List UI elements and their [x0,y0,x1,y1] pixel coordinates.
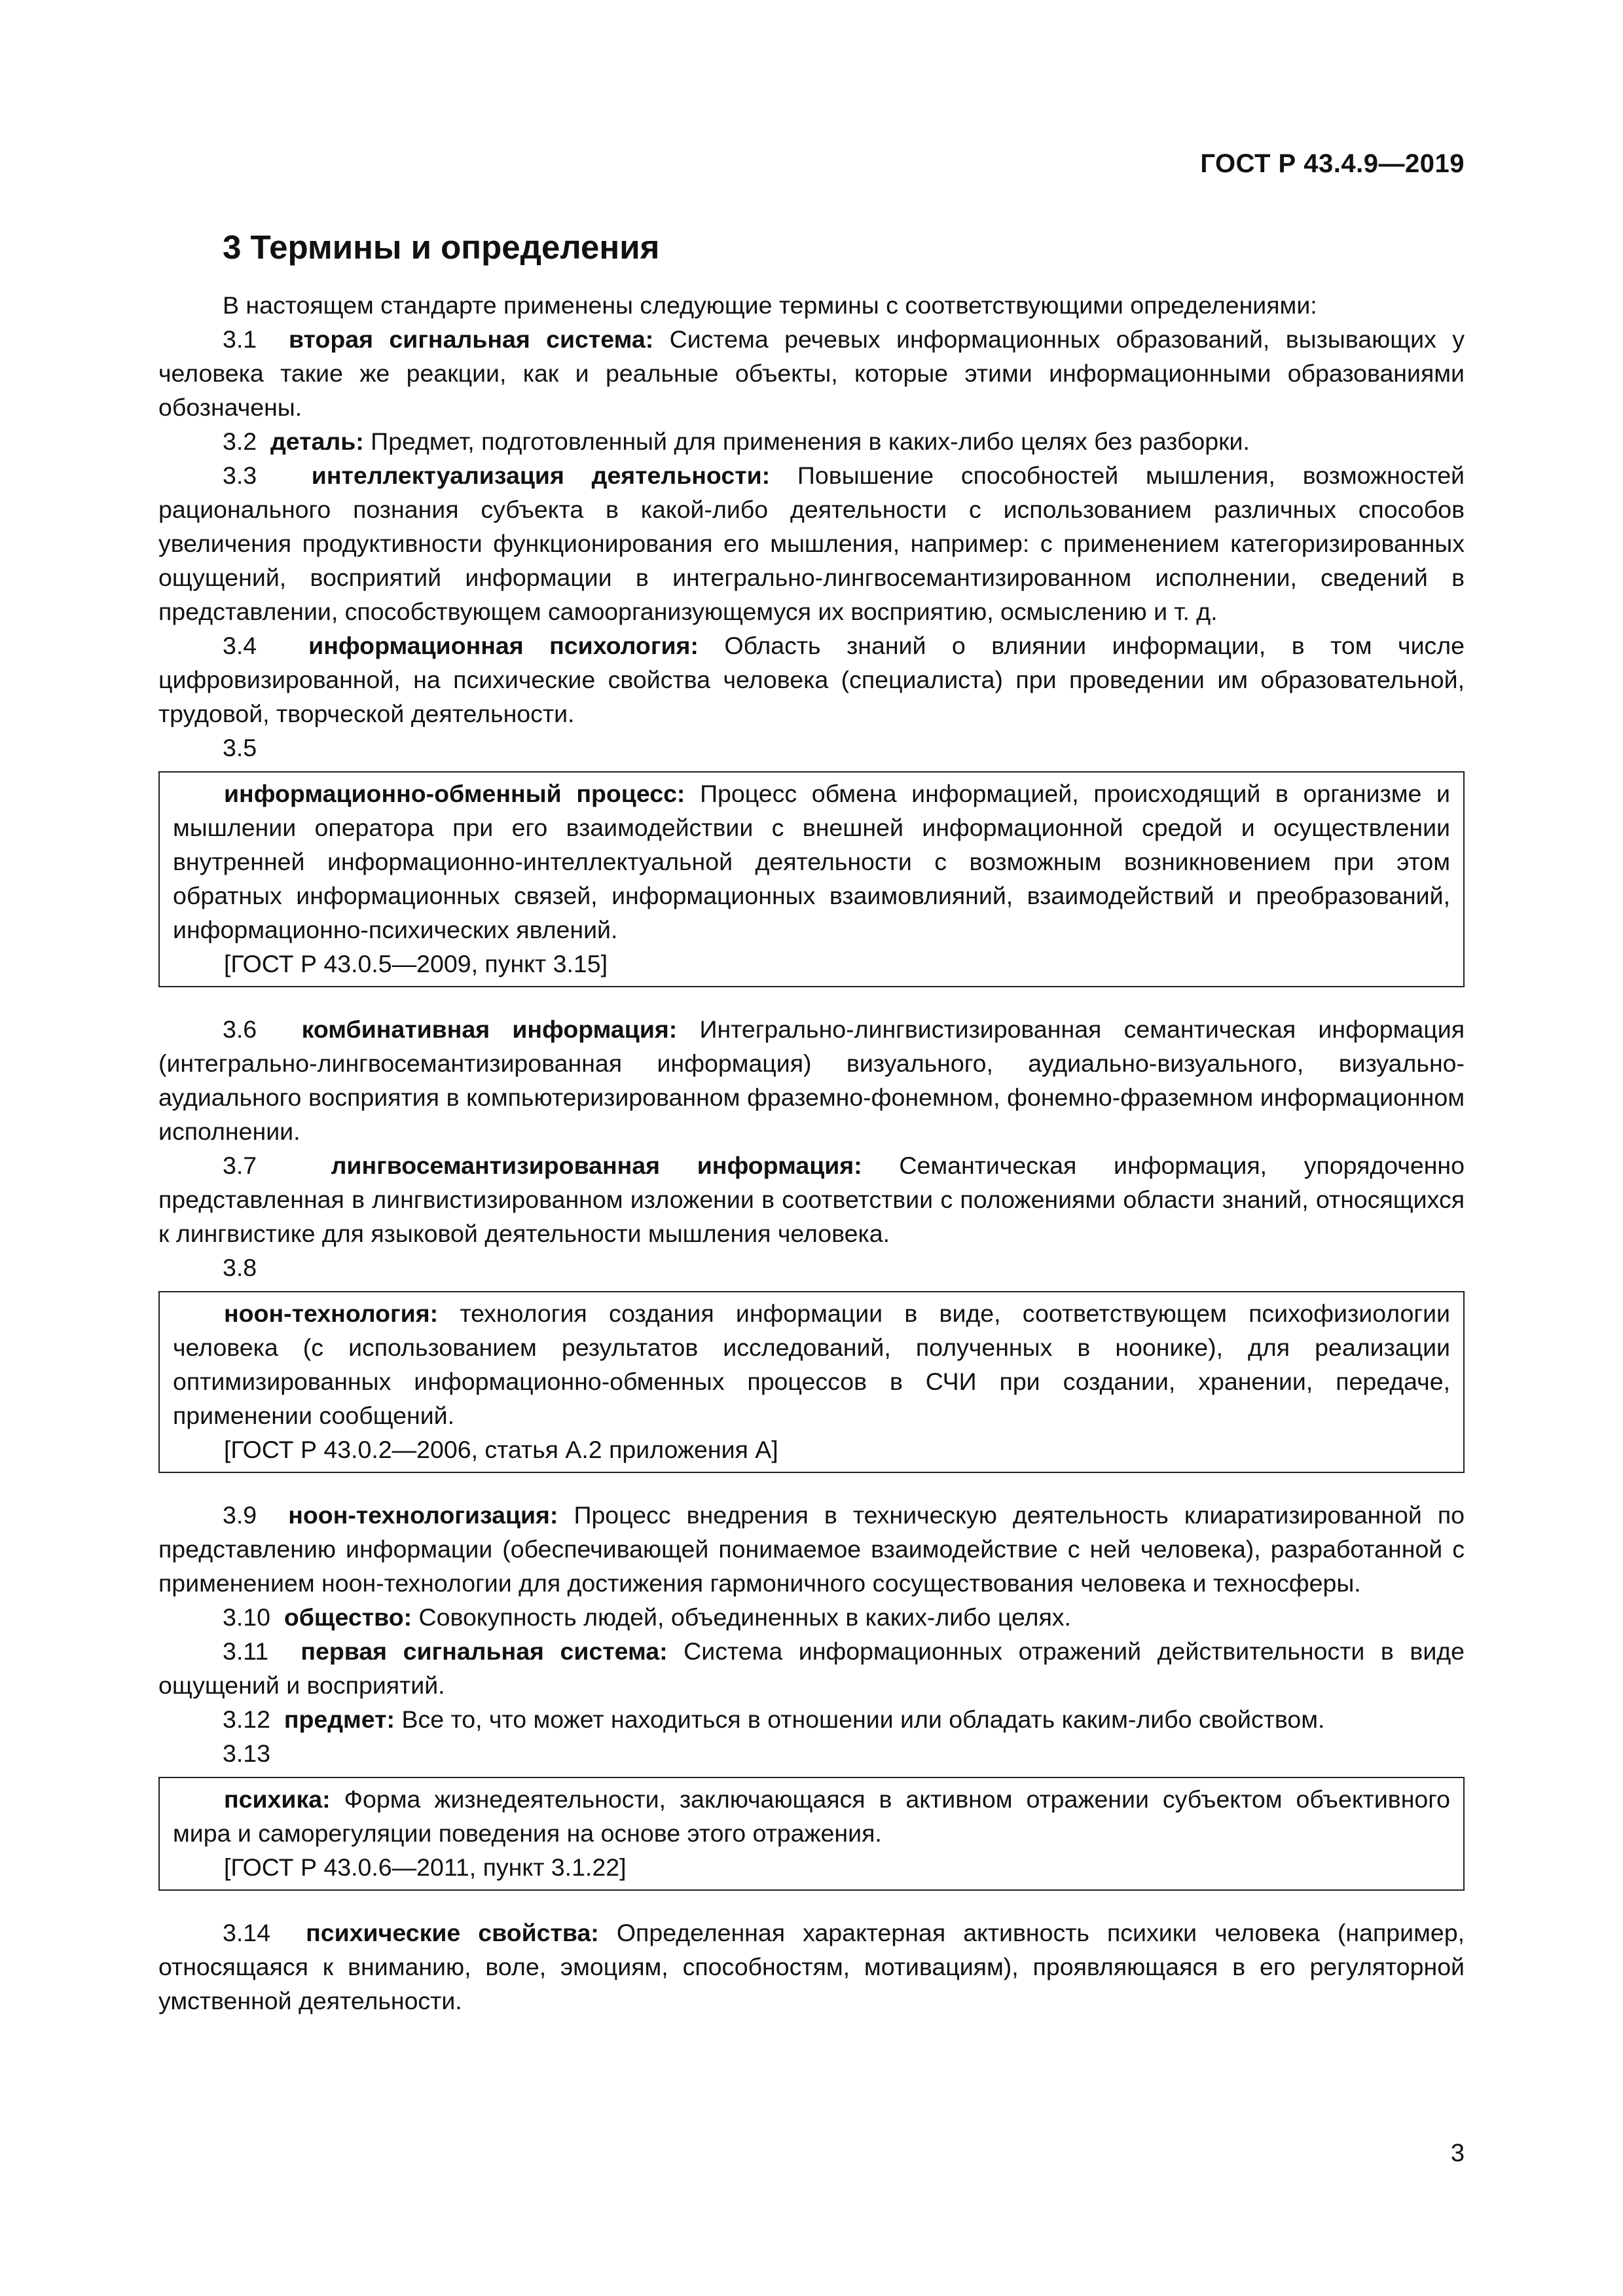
term-number: 3.2 [223,428,257,455]
term-3-12 [158,1702,1465,1736]
term-3-3 [158,458,1465,629]
term-definition: Процесс внедрения в техническую деятельность клиаратизированной по представлению информации (обеспечивающей понимаемое взаимодействие с ней человека), разработанной с применением ноон-технологии для достижения гармоничного сосуществования человека и техносферы. [158,1501,1465,1597]
term-number: 3.4 [223,632,257,659]
term-3-5-number: 3.5 [223,734,257,761]
term-3-11 [158,1634,1465,1702]
term-number: 3.1 [223,325,257,353]
term-name: психика: [224,1785,331,1813]
term-name: ноон-технология: [224,1300,439,1327]
term-number: 3.10 [223,1603,270,1631]
term-definition: Система информационных отражений действительности в виде ощущений и восприятий. [158,1637,1465,1699]
term-source-reference: [ГОСТ Р 43.0.6—2011, пункт 3.1.22] [224,1853,627,1881]
term-3-5 [173,776,1450,947]
term-3-4 [158,629,1465,731]
document-body [158,288,1465,2018]
term-definition: Область знаний о влиянии информации, в том числе цифровизированной, на психические свойства человека (специалиста) при проведении им образовательной, трудовой, творческой деятельности. [158,632,1465,727]
section-title: 3 Термины и определения [223,228,660,266]
term-number: 3.3 [223,462,257,489]
term-definition: Определенная характерная активность психики человека (например, относящаяся к вниманию, воле, эмоциям, способностям, мотивациям), проявляющаяся в его регуляторной умственной деятельности. [158,1919,1465,2014]
term-name: лингвосемантизированная информация: [331,1152,862,1179]
term-definition: Процесс обмена информацией, происходящий в организме и мышлении оператора при его взаимодействии с внешней информационной средой и осуществлении внутренней информационно-интеллектуальной деятельности с возможным возникновением при этом обратных информационных связей, информационных взаимовлияний, взаимодействий и преобразований, информационно-психических явлений. [173,780,1450,943]
term-name: комбинативная информация: [301,1015,678,1043]
term-3-8-number: 3.8 [223,1254,257,1281]
term-number: 3.7 [223,1152,257,1179]
term-name: психические свойства: [306,1919,599,1946]
term-3-9 [158,1498,1465,1600]
term-number: 3.11 [223,1637,269,1665]
term-name: предмет: [283,1705,395,1733]
quoted-term-box-3-13 [158,1777,1465,1891]
term-3-10 [158,1600,1465,1634]
term-name: деталь: [270,428,364,455]
intro-paragraph: В настоящем стандарте применены следующие термины с соответствующими определениями: [223,291,1317,319]
page-number: 3 [1450,2140,1465,2167]
term-number: 3.9 [223,1501,257,1529]
term-3-2 [158,424,1465,458]
term-number: 3.14 [223,1919,270,1946]
term-number: 3.12 [223,1705,270,1733]
term-name: информационная психология: [308,632,699,659]
term-definition: Семантическая информация, упорядоченно представленная в лингвистизированном изложении в соответствии с положениями области знаний, относящихся к лингвистике для языковой деятельности мышления человека. [158,1152,1465,1247]
quoted-term-box-3-8 [158,1291,1465,1473]
term-definition: Все то, что может находиться в отношении или обладать каким-либо свойством. [401,1705,1325,1733]
term-3-13-number: 3.13 [223,1740,270,1767]
term-source-reference: [ГОСТ Р 43.0.2—2006, статья А.2 приложения А] [224,1436,778,1463]
term-3-14 [158,1916,1465,2018]
term-3-6 [158,1012,1465,1148]
term-definition: технология создания информации в виде, соответствующем психофизиологии человека (с использованием результатов исследований, полученных в ноонике), для реализации оптимизированных информационно-обменных процессов в СЧИ при создании, хранении, передаче, применении сообщений. [173,1300,1450,1429]
term-name: информационно-обменный процесс: [224,780,685,807]
term-name: ноон-технологизация: [288,1501,558,1529]
term-definition: Повышение способностей мышления, возможностей рационального познания субъекта в какой-либо деятельности с использованием различных способов увеличения продуктивности функционирования его мышления, например: с применением категоризированных ощущений, восприятий информации в интегрально-лингвосемантизированном исполнении, сведений в представлении, способствующем самоорганизующемуся их восприятию, осмыслению и т. д. [158,462,1465,625]
term-name: интеллектуализация деятельности: [311,462,771,489]
term-definition: Форма жизнедеятельности, заключающаяся в активном отражении субъектом объективного мира и саморегуляции поведения на основе этого отражения. [173,1785,1450,1847]
quoted-term-box-3-5 [158,771,1465,987]
term-3-8 [173,1296,1450,1432]
term-definition: Предмет, подготовленный для применения в каких-либо целях без разборки. [371,428,1250,455]
term-source-reference: [ГОСТ Р 43.0.5—2009, пункт 3.15] [224,950,608,977]
term-name: вторая сигнальная система: [289,325,654,353]
term-3-7 [158,1148,1465,1250]
term-3-13 [173,1782,1450,1850]
term-definition: Интегрально-лингвистизированная семантическая информация (интегрально-лингвосемантизированная информация) визуального, аудиально-визуального, визуально-аудиального восприятия в компьютеризированном фраземно-фонемном, фонемно-фраземном информационном исполнении. [158,1015,1465,1145]
term-number: 3.6 [223,1015,257,1043]
term-name: общество: [283,1603,412,1631]
term-3-1 [158,322,1465,424]
term-definition: Совокупность людей, объединенных в каких-либо целях. [418,1603,1071,1631]
term-definition: Система речевых информационных образований, вызывающих у человека такие же реакции, как и реальные объекты, которые этими информационными образованиями обозначены. [158,325,1465,421]
document-id: ГОСТ Р 43.4.9—2019 [1200,149,1465,178]
term-name: первая сигнальная система: [301,1637,668,1665]
